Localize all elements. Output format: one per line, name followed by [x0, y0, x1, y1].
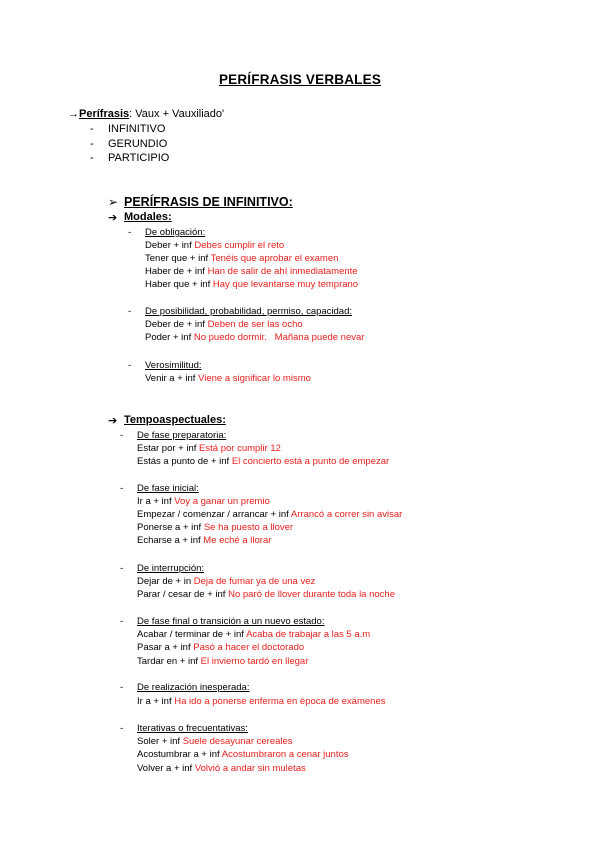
list-item: Estar por + inf Está por cumplir 12 — [137, 443, 281, 454]
page-title: PERÍFRASIS VERBALES — [218, 72, 382, 87]
section-bullet-icon: ➢ — [108, 195, 119, 209]
list-item: Haber de + inf Han de salir de ahí inmediatamente — [145, 266, 358, 277]
group-heading-obligacion: De obligación: — [145, 227, 206, 238]
list-item: - — [90, 138, 94, 150]
list-item: Deber + inf Debes cumplir el reto — [145, 240, 285, 251]
group-heading-inesperada: De realización inesperada: — [137, 682, 250, 693]
tempo-arrow-icon: ➔ — [108, 415, 118, 427]
list-item: Deber de + inf Deben de ser las ocho — [145, 319, 303, 330]
intro-definition: : Vaux + Vauxiliado' — [129, 108, 225, 120]
list-item: Haber que + inf Hay que levantarse muy temprano — [145, 279, 359, 290]
list-item: Parar / cesar de + inf No paró de llover durante toda la noche — [137, 589, 395, 600]
list-item: Soler + inf Suele desayunar cereales — [137, 736, 293, 747]
group-heading-verosimilitud: Verosimilitud: — [145, 360, 202, 371]
arrow-icon: → — [68, 108, 79, 120]
tempo-label: Tempoaspectuales: — [124, 414, 226, 426]
list-item: - — [90, 152, 94, 164]
group-heading-inicial: De fase inicial: — [137, 483, 199, 494]
list-item: Ir a + inf Voy a ganar un premio — [137, 496, 270, 507]
list-item: Acostumbrar a + inf Acostumbraron a cenar juntos — [137, 749, 349, 760]
list-item: Acabar / terminar de + inf Acaba de trabajar a las 5 a.m — [137, 629, 371, 640]
list-item: Echarse a + inf Me eché a llorar — [137, 535, 272, 546]
list-item: Volver a + inf Volvió a andar sin muletas — [137, 763, 306, 774]
group-heading-preparatoria: De fase preparatoria: — [137, 430, 227, 441]
list-item: Tener que + inf Tenéis que aprobar el examen — [145, 253, 339, 264]
group-heading-iterativas: Iterativas o frecuentativas: — [137, 723, 248, 734]
list-item: Ponerse a + inf Se ha puesto a llover — [137, 522, 294, 533]
modales-label: Modales: — [124, 211, 172, 223]
list-item: Estás a punto de + inf El concierto está a punto de empezar — [137, 456, 390, 467]
list-item: Venir a + inf Viene a significar lo mismo — [145, 373, 311, 384]
form-participio: PARTICIPIO — [108, 152, 170, 164]
group-heading-posibilidad: De posibilidad, probabilidad, permiso, capacidad: — [145, 306, 353, 317]
list-item: Pasar a + inf Pasó a hacer el doctorado — [137, 642, 305, 653]
list-item: - — [90, 123, 94, 135]
modales-arrow-icon: ➔ — [108, 212, 118, 224]
list-item: Dejar de + in Deja de fumar ya de una vez — [137, 576, 316, 587]
list-item: Ir a + inf Ha ido a ponerse enferma en época de exámenes — [137, 696, 386, 707]
list-item: Poder + inf No puedo dormir. Mañana puede nevar — [145, 332, 365, 343]
intro-term: Perífrasis — [79, 108, 130, 120]
intro-line — [68, 108, 224, 120]
group-heading-fase-final: De fase final o transición a un nuevo estado: — [137, 616, 325, 627]
group-heading-interrupcion: De interrupción: — [137, 563, 205, 574]
form-gerundio: GERUNDIO — [108, 138, 168, 150]
section-title: PERÍFRASIS DE INFINITIVO: — [124, 195, 293, 209]
list-item: Tardar en + inf El invierno tardó en llegar — [137, 656, 309, 667]
list-item: Empezar / comenzar / arrancar + inf Arrancó a correr sin avisar — [137, 509, 403, 520]
form-infinitivo: INFINITIVO — [108, 123, 166, 135]
